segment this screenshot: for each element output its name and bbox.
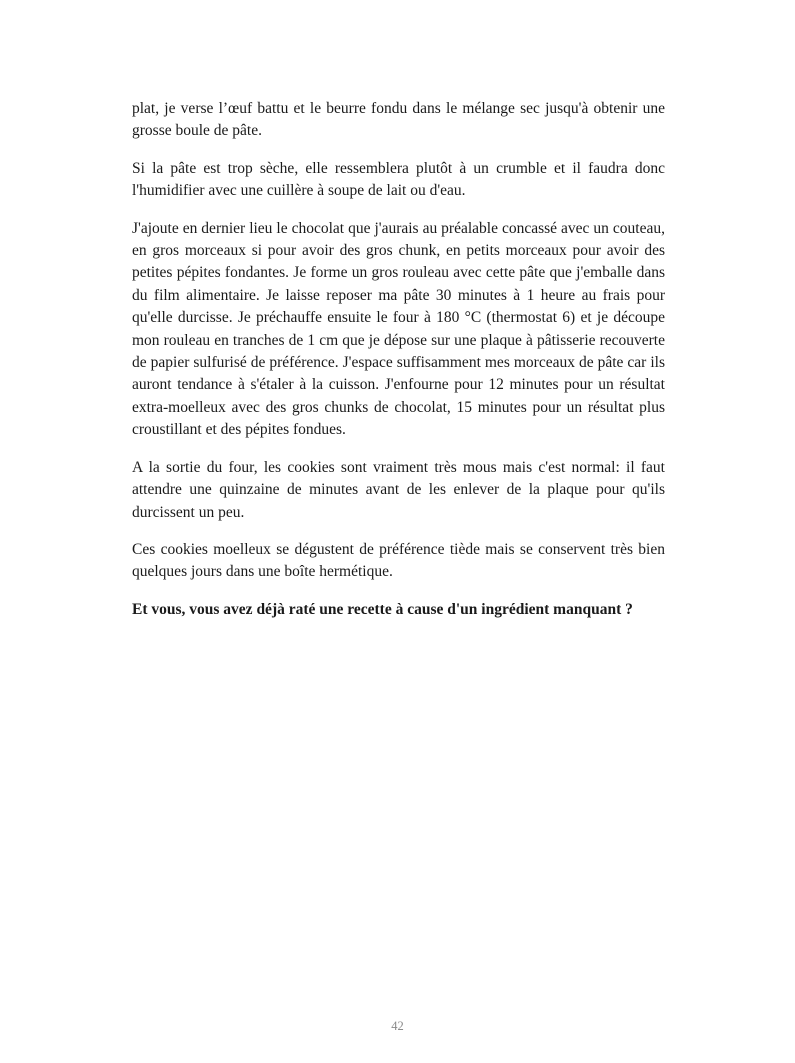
closing-question: Et vous, vous avez déjà raté une recette à cause d'un ingrédient manquant ?: [132, 600, 633, 618]
paragraph-dough-ball: plat, je verse l’œuf battu et le beurre fondu dans le mélange sec jusqu'à obtenir une grosse boule de pâte.: [132, 100, 665, 140]
page-number: 42: [391, 1019, 404, 1033]
paragraph-serving: Ces cookies moelleux se dégustent de préférence tiède mais se conservent très bien quelques jours dans une boîte hermétique.: [132, 540, 665, 581]
paragraph-chocolate-and-baking: J'ajoute en dernier lieu le chocolat que j'aurais au préalable concassé avec un couteau, en gros morceaux si pour avoir des gros chunk, en petits morceaux pour avoir des petites pépites fondantes. Je forme un gros rouleau avec cette pâte que j'emballe dans du film alimentaire. Je laisse reposer ma pâte 30 minutes à 1 heure au frais pour qu'elle durcisse. Je préchauffe ensuite le four à 180 °C (thermostat 6) et je découpe mon rouleau en tranches de 1 cm que je dépose sur une plaque à pâtisserie recouverte de papier sulfurisé de préférence. J'espace suffisamment mes morceaux de pâte car ils auront tendance à s'étaler à la cuisson. J'enfourne pour 12 minutes pour un résultat extra-moelleux avec des gros chunks de chocolat, 15 minutes pour un résultat plus croustillant et des pépites fondues.: [132, 219, 665, 439]
paragraph-out-of-oven: A la sortie du four, les cookies sont vraiment très mous mais c'est normal: il faut attendre une quinzaine de minutes avant de les enlever de la plaque pour qu'ils durcissent un peu.: [132, 458, 665, 521]
page-body: [132, 98, 665, 636]
paragraph-dry-dough-tip: Si la pâte est trop sèche, elle ressemblera plutôt à un crumble et il faudra donc l'humidifier avec une cuillère à soupe de lait ou d'eau.: [132, 159, 665, 200]
